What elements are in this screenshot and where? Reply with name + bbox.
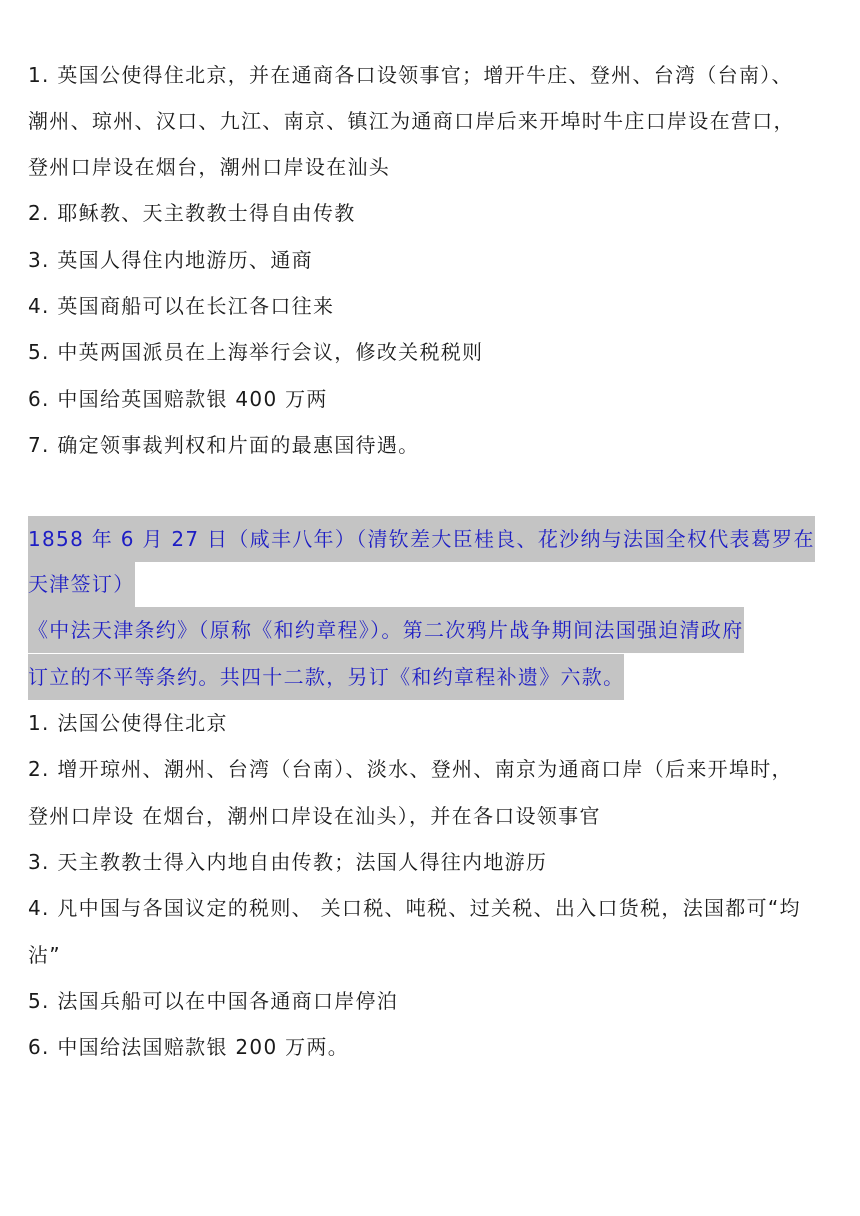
article-line: 4. 英国商船可以在长江各口往来 xyxy=(28,294,335,318)
article-line: 2. 耶稣教、天主教教士得自由传教 xyxy=(28,201,356,225)
article-line: 登州口岸设在烟台，潮州口岸设在汕头 xyxy=(28,155,391,179)
treaty-date-heading: 1858 年 6 月 27 日（咸丰八年）（清钦差大臣桂良、花沙纳与法国全权代表葛罗在 xyxy=(28,516,815,562)
treaty-date-heading: 天津签订） xyxy=(28,561,135,607)
article-line: 5. 中英两国派员在上海举行会议，修改关税税则 xyxy=(28,340,484,364)
treaty-title-heading: 《中法天津条约》（原称《和约章程》）。第二次鸦片战争期间法国强迫清政府 xyxy=(28,607,744,653)
article-line: 6. 中国给法国赔款银 200 万两。 xyxy=(28,1035,350,1059)
article-line: 2. 增开琼州、潮州、台湾（台南）、淡水、登州、南京为通商口岸（后来开埠时， xyxy=(28,757,793,781)
article-line: 7. 确定领事裁判权和片面的最惠国待遇。 xyxy=(28,433,420,457)
article-line: 1. 英国公使得住北京，并在通商各口设领事官；增开牛庄、登州、台湾（台南）、 xyxy=(28,63,793,87)
article-line: 潮州、琼州、汉口、九江、南京、镇江为通商口岸后来开埠时牛庄口岸设在营口， xyxy=(28,109,795,133)
article-line: 4. 凡中国与各国议定的税则、 关口税、吨税、过关税、出入口货税，法国都可“均 xyxy=(28,896,801,920)
article-line: 3. 天主教教士得入内地自由传教；法国人得往内地游历 xyxy=(28,850,548,874)
article-line: 登州口岸设 在烟台，潮州口岸设在汕头），并在各口设领事官 xyxy=(28,804,601,828)
article-line: 3. 英国人得住内地游历、通商 xyxy=(28,248,313,272)
article-line: 1. 法国公使得住北京 xyxy=(28,711,228,735)
article-line: 5. 法国兵船可以在中国各通商口岸停泊 xyxy=(28,989,399,1013)
article-line: 沾” xyxy=(28,943,61,967)
treaty-title-heading: 订立的不平等条约。共四十二款，另订《和约章程补遗》六款。 xyxy=(28,654,624,700)
article-line: 6. 中国给英国赔款银 400 万两 xyxy=(28,387,328,411)
